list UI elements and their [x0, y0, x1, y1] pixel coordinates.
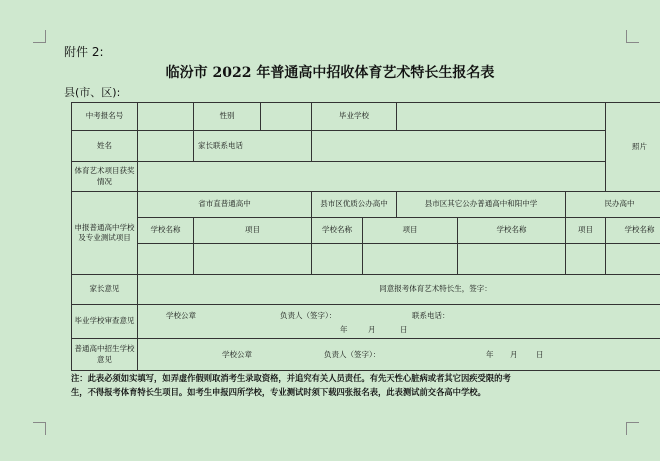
note-block	[71, 371, 611, 399]
school-name-header: 学校名称	[312, 218, 363, 244]
category-provincial: 省市直普通高中	[138, 192, 312, 218]
item-header: 项目	[363, 218, 458, 244]
admit-opinion-label: 普通高中招生学校意见	[72, 339, 138, 371]
admit-month: 月	[510, 349, 518, 359]
other-item-field[interactable]	[566, 244, 606, 275]
grad-school-label: 毕业学校	[312, 103, 397, 131]
grad-contact-phone: 联系电话：	[412, 310, 450, 320]
awards-label: 体育艺术项目获奖情况	[72, 162, 138, 192]
note-line-2: 生，不得报考体育特长生项目。如考生申报四所学校，专业测试时须下载四张报名表，此表测试前交各高中学校。	[71, 387, 486, 397]
grad-opinion-label: 毕业学校审查意见	[72, 305, 138, 339]
grad-school-seal: 学校公章	[166, 310, 196, 320]
parent-phone-label: 家长联系电话	[194, 131, 312, 162]
name-label: 姓名	[72, 131, 138, 162]
school-name-header: 学校名称	[138, 218, 194, 244]
category-private: 民办高中	[566, 192, 660, 218]
category-other-public: 县市区其它公办普通高中和阳中学	[397, 192, 566, 218]
attachment-label: 附件 2:	[64, 45, 104, 59]
grad-opinion-field[interactable]	[138, 305, 660, 339]
note-line-1: 注：此表必须如实填写，如弄虚作假则取消考生录取资格，并追究有关人员责任。有先天性心脏病或者其它因疾受限的考	[71, 373, 511, 383]
gender-field[interactable]	[261, 103, 312, 131]
admit-responsible: 负责人（签字）：	[324, 349, 381, 359]
admit-opinion-field[interactable]	[138, 339, 660, 371]
admit-day: 日	[536, 349, 544, 359]
county-label: 县(市、区):	[64, 86, 121, 99]
apply-label: 申报普通高中学校及专业测试项目	[72, 192, 138, 275]
crop-mark-top-left	[33, 30, 46, 43]
provincial-item-field[interactable]	[194, 244, 312, 275]
grad-day: 日	[400, 324, 408, 334]
exam-no-field[interactable]	[138, 103, 194, 131]
form-title: 临汾市 2022 年普通高中招收体育艺术特长生报名表	[165, 65, 495, 81]
name-field[interactable]	[138, 131, 194, 162]
registration-table	[71, 102, 660, 371]
item-header: 项目	[194, 218, 312, 244]
quality-school-field[interactable]	[312, 244, 363, 275]
gender-label: 性别	[194, 103, 261, 131]
other-school-field[interactable]	[458, 244, 566, 275]
parent-opinion-label: 家长意见	[72, 275, 138, 305]
admit-school-seal: 学校公章	[222, 349, 252, 359]
school-name-header: 学校名称	[458, 218, 566, 244]
quality-item-field[interactable]	[363, 244, 458, 275]
awards-field[interactable]	[138, 162, 606, 192]
category-quality-public: 县市区优质公办高中	[312, 192, 397, 218]
school-name-header: 学校名称	[606, 218, 660, 244]
admit-year: 年	[486, 349, 494, 359]
parent-consent-text: 同意报考体育艺术特长生，签字：	[379, 284, 492, 294]
item-header: 项目	[566, 218, 606, 244]
grad-responsible: 负责人（签字）：	[280, 310, 337, 320]
parent-phone-field[interactable]	[312, 131, 606, 162]
crop-mark-bottom-left	[33, 422, 46, 435]
exam-no-label: 中考报名号	[72, 103, 138, 131]
private-school-field[interactable]	[606, 244, 660, 275]
grad-month: 月	[368, 324, 376, 334]
crop-mark-top-right	[626, 30, 639, 43]
provincial-school-field[interactable]	[138, 244, 194, 275]
crop-mark-bottom-right	[626, 422, 639, 435]
photo-box: 照片	[606, 103, 660, 192]
grad-school-field[interactable]	[397, 103, 606, 131]
parent-opinion-field[interactable]	[138, 275, 660, 305]
grad-year: 年	[340, 324, 348, 334]
